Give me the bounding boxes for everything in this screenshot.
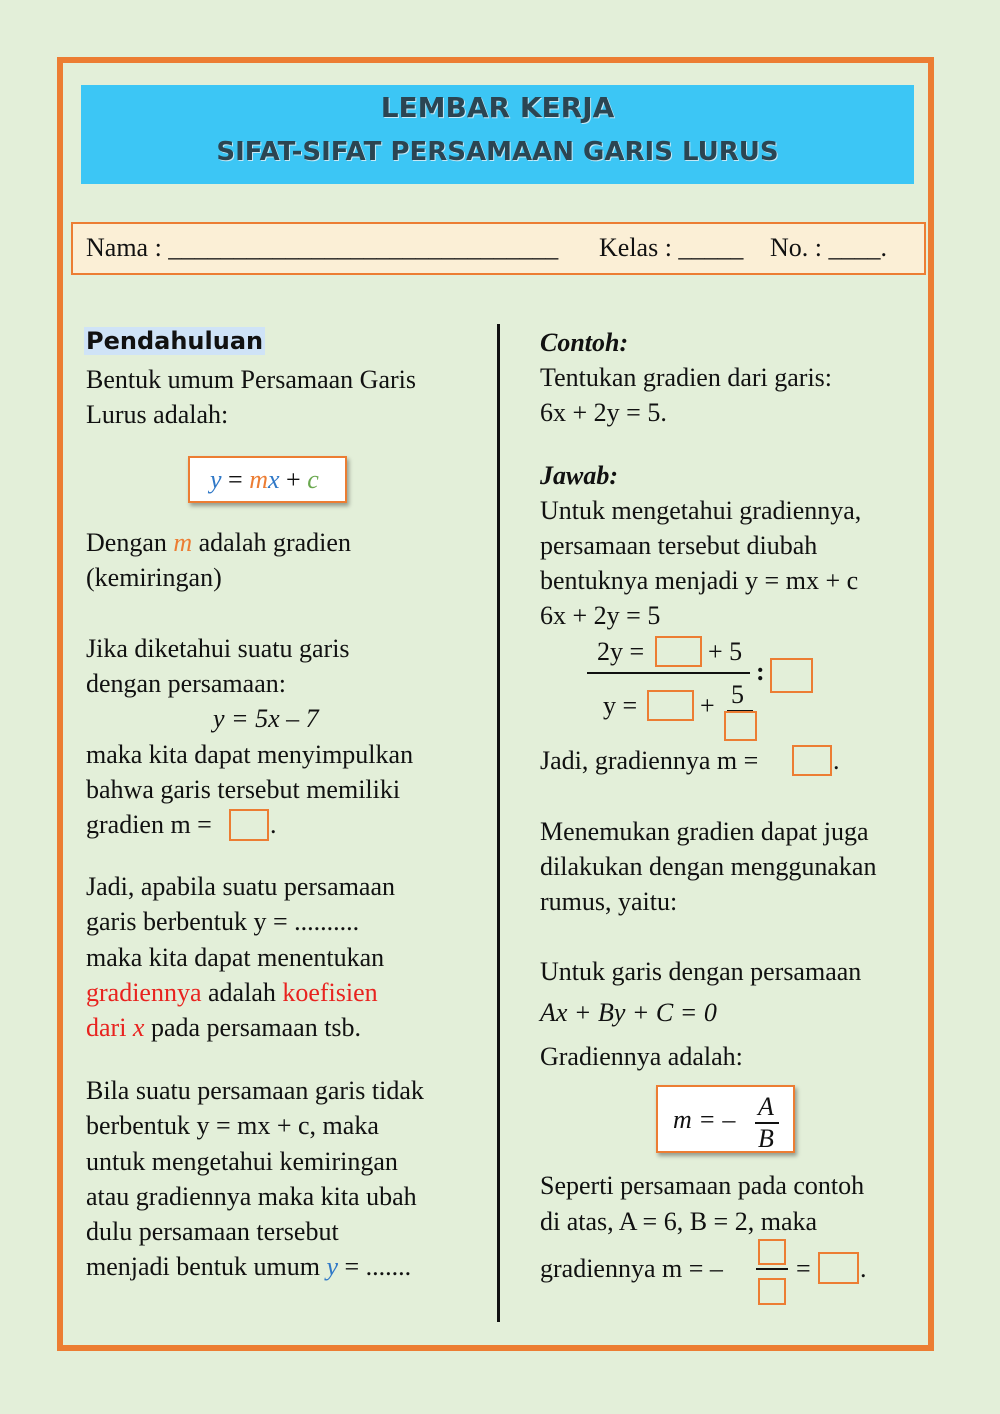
answer-box-divisor[interactable] xyxy=(770,658,813,693)
note-line-4: atau gradiennya maka kita ubah xyxy=(86,1182,417,1211)
step1-right: + 5 xyxy=(708,637,743,666)
gradient-def-line-1: Dengan m adalah gradien xyxy=(86,528,351,557)
student-info-bar xyxy=(71,222,926,275)
intro-line-2: Lurus adalah: xyxy=(86,400,229,429)
result-period: . xyxy=(833,746,840,775)
general-formula: y = mx + c xyxy=(210,465,319,494)
answer-box-result[interactable] xyxy=(792,745,832,776)
example-heading: Contoh: xyxy=(540,328,629,357)
period: . xyxy=(270,810,277,839)
gradient-def-line-2: (kemiringan) xyxy=(86,563,222,592)
gradient-is-text: Gradiennya adalah: xyxy=(540,1042,743,1071)
summary-line-2: garis berbentuk y = .......... xyxy=(86,907,360,936)
division-colon: : xyxy=(756,657,765,686)
answer-box-gradient[interactable] xyxy=(229,809,269,841)
column-divider xyxy=(497,324,500,1322)
result-text: Jadi, gradiennya m = xyxy=(540,746,759,775)
section-heading: Pendahuluan xyxy=(86,327,264,355)
answer-heading: Jawab: xyxy=(540,461,618,490)
formula-intro-line-1: Menemukan gradien dapat juga xyxy=(540,817,869,846)
answer-box-step2[interactable] xyxy=(647,690,694,721)
answer-box-step1[interactable] xyxy=(655,636,702,667)
step2-left: y = xyxy=(603,691,638,720)
answer-box-numerator[interactable] xyxy=(758,1239,786,1265)
answer-box-denominator[interactable] xyxy=(724,711,757,741)
note-line-5: dulu persamaan tersebut xyxy=(86,1217,339,1246)
class-field[interactable]: Kelas : _____ xyxy=(599,233,744,262)
summary-line-4: gradiennya adalah koefisien xyxy=(86,978,378,1007)
step-underline xyxy=(587,672,750,674)
answer-line-1: Untuk mengetahui gradiennya, xyxy=(540,496,862,525)
name-field[interactable]: Nama : ______________________________ xyxy=(86,233,559,262)
application-line-2: di atas, A = 6, B = 2, maka xyxy=(540,1207,818,1236)
conclusion-line-1: maka kita dapat menyimpulkan xyxy=(86,740,414,769)
note-line-1: Bila suatu persamaan garis tidak xyxy=(86,1076,424,1105)
header-title: LEMBAR KERJA xyxy=(380,91,615,124)
answer-line-2: persamaan tersebut diubah xyxy=(540,531,818,560)
gradient-formula-numerator: A xyxy=(758,1092,774,1121)
header-subtitle: SIFAT-SIFAT PERSAMAAN GARIS LURUS xyxy=(216,137,779,167)
example-line-2: dengan persamaan: xyxy=(86,669,286,698)
summary-line-3: maka kita dapat menentukan xyxy=(86,943,385,972)
intro-line-1: Bentuk umum Persamaan Garis xyxy=(86,365,416,394)
example-equation: y = 5x – 7 xyxy=(213,704,319,733)
example-question-line-1: Tentukan gradien dari garis: xyxy=(540,363,833,392)
answer-box-final[interactable] xyxy=(818,1252,859,1284)
answer-line-3: bentuknya menjadi y = mx + c xyxy=(540,566,859,595)
general-formula-box xyxy=(188,456,347,503)
application-period: . xyxy=(860,1254,867,1283)
fraction-numerator: 5 xyxy=(731,680,744,709)
gradient-formula-denominator: B xyxy=(758,1124,774,1153)
example-line-1: Jika diketahui suatu garis xyxy=(86,634,350,663)
application-fraction-line xyxy=(756,1268,788,1270)
worksheet-header xyxy=(81,85,914,184)
application-line-3: gradiennya m = – xyxy=(540,1254,723,1283)
example-question-line-2: 6x + 2y = 5. xyxy=(540,398,667,427)
answer-box-denominator-2[interactable] xyxy=(758,1278,786,1305)
note-line-6: menjadi bentuk umum y = ....... xyxy=(86,1252,412,1281)
conclusion-line-3: gradien m = xyxy=(86,810,212,839)
note-line-3: untuk mengetahui kemiringan xyxy=(86,1147,398,1176)
formula-intro-line-2: dilakukan dengan menggunakan xyxy=(540,852,877,881)
formula-intro-line-3: rumus, yaitu: xyxy=(540,887,678,916)
general-line-text: Untuk garis dengan persamaan xyxy=(540,957,862,986)
general-line-equation: Ax + By + C = 0 xyxy=(540,998,717,1027)
step2-plus: + xyxy=(700,691,715,720)
number-field[interactable]: No. : ____. xyxy=(770,233,887,262)
gradient-formula-m: m = – xyxy=(673,1105,736,1134)
summary-line-1: Jadi, apabila suatu persamaan xyxy=(86,872,395,901)
application-line-1: Seperti persamaan pada contoh xyxy=(540,1171,865,1200)
step1-left: 2y = xyxy=(597,637,645,666)
answer-line-4: 6x + 2y = 5 xyxy=(540,601,661,630)
note-line-2: berbentuk y = mx + c, maka xyxy=(86,1111,379,1140)
conclusion-line-2: bahwa garis tersebut memiliki xyxy=(86,775,401,804)
summary-line-5: dari x pada persamaan tsb. xyxy=(86,1013,362,1042)
application-equals: = xyxy=(796,1254,811,1283)
gradient-formula-box xyxy=(656,1085,795,1153)
